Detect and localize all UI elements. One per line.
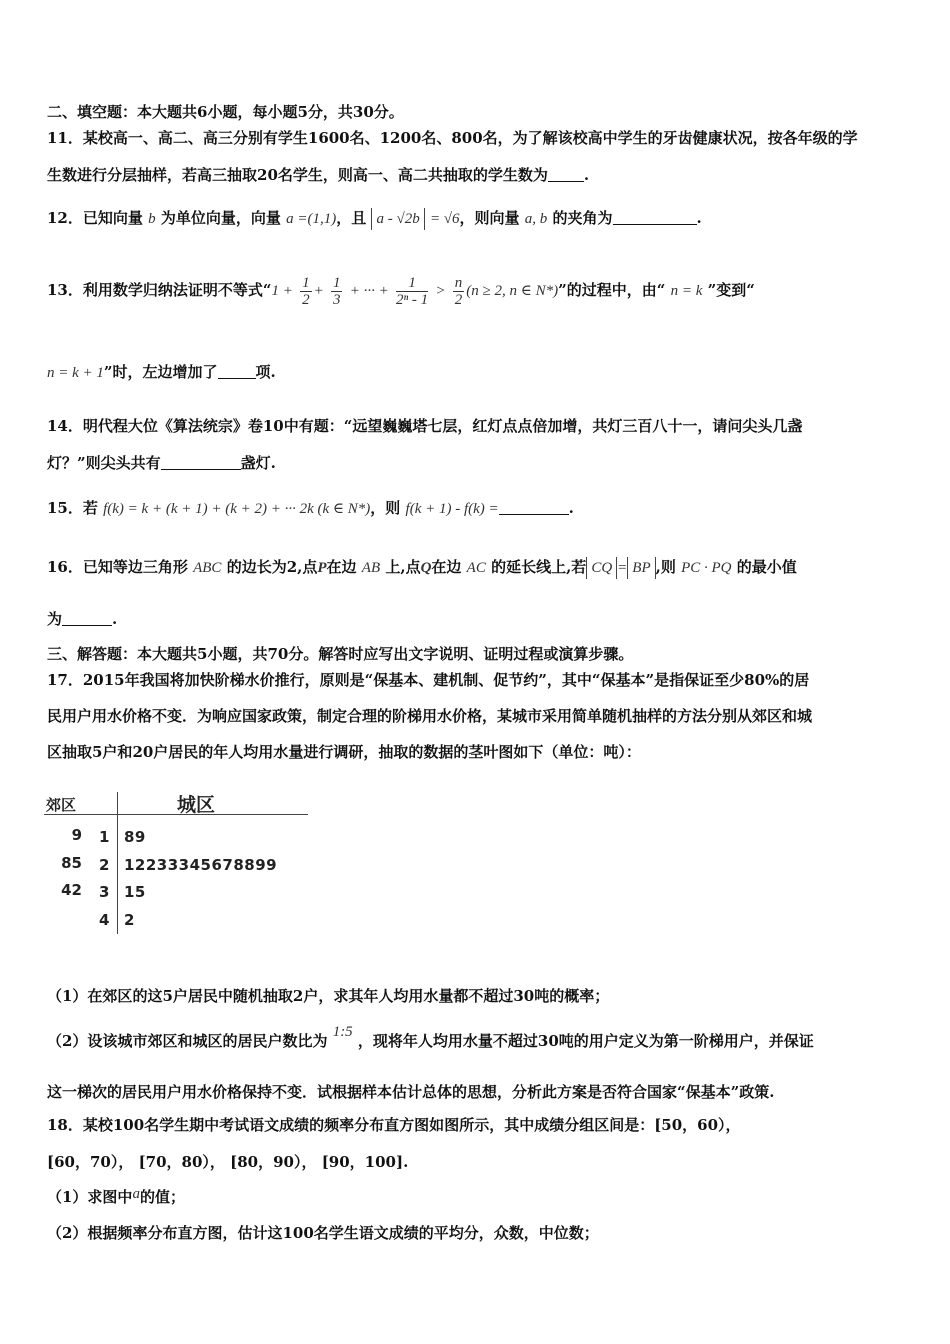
- q17-line-2: 民用户用水价格不变．为响应国家政策，制定合理的阶梯用水价格，某城市采用简单随机抽样的方法分别从郊区和城: [47, 707, 813, 725]
- q17-ratio: 1:5: [332, 1024, 353, 1040]
- q13-text-4: ”时，左边增加了: [103, 363, 218, 381]
- q12-line: [47, 208, 702, 230]
- q18-variable-a: a: [132, 1186, 140, 1202]
- q15-expression: f(k) = k + (k + 1) + (k + 2) + ··· 2k (k ∈ N*): [103, 501, 371, 517]
- q13-text-3: ”变到“: [707, 281, 755, 299]
- q16-text-8: 的最小值: [736, 558, 797, 576]
- q12-text-1: 12．已知向量: [47, 209, 143, 227]
- q16-side-ac: AC: [466, 560, 486, 576]
- q16-dot-product: PC · PQ: [681, 560, 732, 576]
- q13-dots: + ··· +: [349, 283, 389, 299]
- q13-frac-third: $\frac{1}{3}$: [332, 274, 341, 308]
- header-rule: [44, 814, 308, 815]
- q16-equals: =: [617, 560, 628, 576]
- q13-n-eq-k: n = k: [670, 283, 703, 299]
- q14-line-2: [47, 453, 276, 473]
- q13-term-one: 1 +: [271, 283, 293, 299]
- stem-leaf-plot: [44, 788, 314, 938]
- q14-text-2: 盏灯.: [240, 454, 276, 472]
- q16-period: .: [112, 610, 118, 628]
- leaf-right: 2: [124, 911, 135, 929]
- q13-frac-last: $\frac{1}{\text{2ⁿ - 1}}$: [395, 274, 429, 308]
- q13-blank[interactable]: [218, 364, 256, 379]
- right-header: 城区: [177, 794, 216, 816]
- q13-text-1: 13．利用数学归纳法证明不等式“: [47, 281, 272, 299]
- leaf-right: 89: [124, 828, 146, 846]
- leaf-left: 9: [71, 826, 82, 844]
- stem: 3: [99, 883, 110, 901]
- q12-text-5: 的夹角为: [552, 209, 613, 227]
- leaf-right: 12233345678899: [124, 856, 278, 874]
- q16-line-1: [47, 557, 797, 579]
- q16-point-q: Q: [420, 560, 432, 576]
- q15-text-1: 15．若: [47, 499, 98, 517]
- q12-text-2: 为单位向量，向量: [160, 209, 281, 227]
- q12-period: .: [696, 209, 702, 227]
- q17-sub-1: （1）在郊区的这5户居民中随机抽取2户，求其年人均用水量都不超过30吨的概率；: [47, 987, 610, 1005]
- q17-sub-2-text-2: ，现将年人均用水量不超过30吨的用户定义为第一阶梯用户，并保证: [357, 1032, 814, 1050]
- q12-text-4: ，则向量: [459, 209, 520, 227]
- q12-vector-b: b: [148, 211, 156, 227]
- q17-line-3: 区抽取5户和20户居民的年人均用水量进行调研，抽取的数据的茎叶图如下（单位：吨）：: [47, 743, 641, 761]
- q15-line: [47, 498, 574, 519]
- q16-triangle: ABC: [193, 560, 222, 576]
- q13-frac-half: $\frac{1}{2}$: [302, 274, 310, 308]
- q13-line-2: [47, 362, 276, 383]
- q12-abs-rhs: = √6: [429, 211, 460, 227]
- left-header: 郊区: [46, 796, 77, 814]
- stem: 2: [99, 856, 110, 874]
- q18-sub-1-text-1: （1）求图中: [47, 1188, 133, 1206]
- q16-text-3: 在边: [326, 558, 357, 576]
- q11-text: 生数进行分层抽样，若高三抽取20名学生，则高一、高二共抽取的学生数为: [47, 166, 548, 184]
- q16-text-7: ,则: [655, 558, 676, 576]
- q16-line-2: [47, 609, 117, 629]
- q15-blank[interactable]: [499, 500, 569, 515]
- q12-vectors-ab: a, b: [524, 211, 548, 227]
- section-3-heading: 三、解答题：本大题共5小题，共70分。解答时应写出文字说明、证明过程或演算步骤。: [47, 645, 634, 663]
- section-2-heading: 二、填空题：本大题共6小题，每小题5分，共30分。: [47, 103, 404, 121]
- q15-difference: f(k + 1) - f(k) =: [405, 501, 499, 517]
- q18-sub-2: （2）根据频率分布直方图，估计这100名学生语文成绩的平均分，众数，中位数；: [47, 1224, 599, 1242]
- q13-text-5: 项.: [255, 363, 276, 381]
- q12-vector-a-def: a =(1,1): [286, 211, 337, 227]
- q16-text-9: 为: [47, 610, 63, 628]
- q17-sub-2-text-1: （2）设该城市郊区和城区的居民户数比为: [47, 1032, 328, 1050]
- q16-text-4: 上,点: [385, 558, 421, 576]
- q18-line-1: 18．某校100名学生期中考试语文成绩的频率分布直方图如图所示，其中成绩分组区间是：[50，60），: [47, 1116, 741, 1134]
- q16-abs-bp: BP: [627, 557, 655, 579]
- q15-text-2: ，则: [370, 499, 401, 517]
- q16-abs-cq: CQ: [586, 557, 617, 579]
- q13-frac-n2: $\frac{n}{2}$: [454, 274, 463, 308]
- q13-condition: (n ≥ 2, n ∈ N*): [466, 283, 559, 299]
- q13-text-2: ”的过程中，由“: [558, 281, 666, 299]
- q14-line-1: 14．明代程大位《算法统宗》卷10中有题：“远望巍巍塔七层，红灯点点倍加增，共灯三百八十一，请问尖头几盏: [47, 417, 803, 435]
- q17-line-1: 17．2015年我国将加快阶梯水价推行，原则是“保基本、建机制、促节约”，其中“保基本”是指保证至少80%的居: [47, 671, 810, 689]
- stem: 4: [99, 911, 110, 929]
- q18-line-2: [60，70）， [70，80）， [80，90）， [90，100].: [47, 1153, 409, 1171]
- q11-line-2: [47, 165, 589, 185]
- q11-period: .: [583, 166, 590, 184]
- q16-blank[interactable]: [62, 611, 112, 626]
- q16-text-6: 的延长线上,若: [491, 558, 587, 576]
- q16-point-p: P: [317, 560, 327, 576]
- stem: 1: [99, 828, 110, 846]
- q17-sub-2-line-2: 这一梯次的居民用户用水价格保持不变．试根据样本估计总体的思想，分析此方案是否符合国家“保基本”政策.: [47, 1083, 775, 1101]
- q12-blank[interactable]: [613, 210, 697, 225]
- q18-sub-1: [47, 1187, 185, 1208]
- q16-text-5: 在边: [431, 558, 462, 576]
- q13-line-1: 13．利用数学归纳法证明不等式“1 + $\frac{1}{2}$ + $\frac{1}{3}$ + ··· + $\frac{1}{\text{2ⁿ - 1}}$ > $\frac{n}{2}$ (n ≥ 2, n ∈ N*)”的过程中，由“ n = k ”变到“: [47, 274, 755, 308]
- q16-text-2: 的边长为2,点: [226, 558, 318, 576]
- leaf-left: 42: [61, 881, 82, 899]
- q12-text-3: ，且: [336, 209, 367, 227]
- q18-sub-1-text-2: 的值；: [139, 1188, 185, 1206]
- q16-side-ab: AB: [361, 560, 381, 576]
- q16-text-1: 16．已知等边三角形: [47, 558, 188, 576]
- q12-abs-expression: a - √2b: [371, 208, 424, 230]
- q14-text-1: 灯？”则尖头共有: [47, 454, 161, 472]
- q11-line-1: 11．某校高一、高二、高三分别有学生1600名、1200名、800名，为了解该校高中学生的牙齿健康状况，按各年级的学: [47, 129, 858, 147]
- q14-blank[interactable]: [161, 455, 241, 470]
- q13-gt: >: [435, 283, 446, 299]
- q17-sub-2: [47, 1024, 814, 1052]
- leaf-right: 15: [124, 883, 146, 901]
- q11-blank[interactable]: [548, 167, 584, 182]
- leaf-left: 85: [61, 854, 82, 872]
- q13-n-eq-k-plus-1: n = k + 1: [47, 365, 104, 381]
- q15-period: .: [568, 499, 574, 517]
